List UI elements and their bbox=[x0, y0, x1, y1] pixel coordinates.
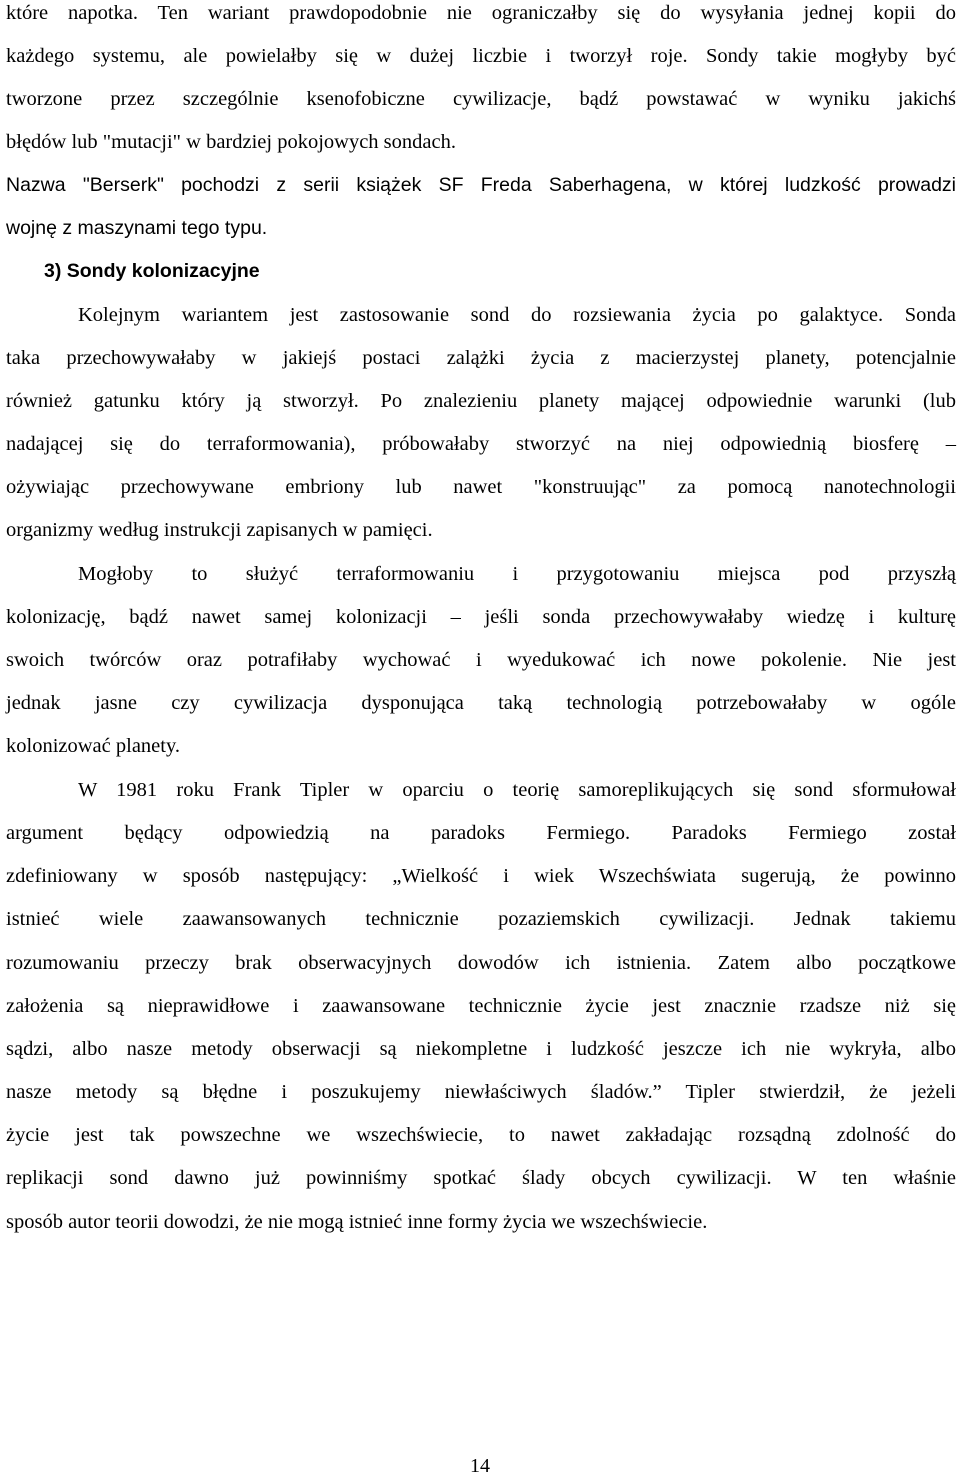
text-line: nadającej się do terraformowania), próbowałaby stworzyć na niej odpowiednią biosferę – bbox=[6, 433, 956, 455]
text-line: W 1981 roku Frank Tipler w oparciu o teorię samoreplikujących się sond sformułował bbox=[78, 779, 956, 801]
text-line: również gatunku który ją stworzył. Po znalezieniu planety mającej odpowiednie warunki (lub bbox=[6, 390, 956, 412]
text-line: swoich twórców oraz potrafiłaby wychować i wyedukować ich nowe pokolenie. Nie jest bbox=[6, 649, 956, 671]
text-line: założenia są nieprawidłowe i zaawansowane technicznie życie jest znacznie rzadsze niż się bbox=[6, 995, 956, 1017]
text-line: Nazwa "Berserk" pochodzi z serii książek SF Freda Saberhagena, w której ludzkość prowadzi bbox=[6, 174, 956, 196]
text-line: istnieć wiele zaawansowanych technicznie pozaziemskich cywilizacji. Jednak takiemu bbox=[6, 908, 956, 930]
text-line: błędów lub "mutacji" w bardziej pokojowych sondach. bbox=[6, 131, 456, 153]
text-line: ożywiając przechowywane embriony lub nawet "konstruując" za pomocą nanotechnologii bbox=[6, 476, 956, 498]
text-line: jednak jasne czy cywilizacja dysponująca taką technologią potrzebowałaby w ogóle bbox=[6, 692, 956, 714]
text-line: organizmy według instrukcji zapisanych w pamięci. bbox=[6, 519, 433, 541]
text-line: taka przechowywałaby w jakiejś postaci zalążki życia z macierzystej planety, potencjalnie bbox=[6, 347, 956, 369]
text-line: argument będący odpowiedzią na paradoks Fermiego. Paradoks Fermiego został bbox=[6, 822, 956, 844]
text-line: sądzi, albo nasze metody obserwacji są niekompletne i ludzkość jeszcze ich nie wykryła, albo bbox=[6, 1038, 956, 1060]
page-number: 14 bbox=[470, 1455, 490, 1477]
text-line: rozumowaniu przeczy brak obserwacyjnych dowodów ich istnienia. Zatem albo początkowe bbox=[6, 952, 956, 974]
text-line: kolonizować planety. bbox=[6, 735, 180, 757]
text-line: nasze metody są błędne i poszukujemy niewłaściwych śladów.” Tipler stwierdził, że jeżeli bbox=[6, 1081, 956, 1103]
text-line: tworzone przez szczególnie ksenofobiczne cywilizacje, bądź powstawać w wyniku jakichś bbox=[6, 88, 956, 110]
text-line: replikacji sond dawno już powinniśmy spotkać ślady obcych cywilizacji. W ten właśnie bbox=[6, 1167, 956, 1189]
section-heading: 3) Sondy kolonizacyjne bbox=[44, 260, 260, 282]
text-line: które napotka. Ten wariant prawdopodobnie nie ograniczałby się do wysyłania jednej kopii do bbox=[6, 2, 956, 24]
text-line: Kolejnym wariantem jest zastosowanie sond do rozsiewania życia po galaktyce. Sonda bbox=[78, 304, 956, 326]
text-line: zdefiniowany w sposób następujący: „Wielkość i wiek Wszechświata sugerują, że powinno bbox=[6, 865, 956, 887]
text-line: każdego systemu, ale powielałby się w dużej liczbie i tworzył roje. Sondy takie mogłyby być bbox=[6, 45, 956, 67]
text-line: życie jest tak powszechne we wszechświecie, to nawet zakładając rozsądną zdolność do bbox=[6, 1124, 956, 1146]
text-line: Mogłoby to służyć terraformowaniu i przygotowaniu miejsca pod przyszłą bbox=[78, 563, 956, 585]
text-line: sposób autor teorii dowodzi, że nie mogą istnieć inne formy życia we wszechświecie. bbox=[6, 1211, 708, 1233]
text-line: wojnę z maszynami tego typu. bbox=[6, 217, 268, 239]
text-line: kolonizację, bądź nawet samej kolonizacji – jeśli sonda przechowywałaby wiedzę i kulturę bbox=[6, 606, 956, 628]
